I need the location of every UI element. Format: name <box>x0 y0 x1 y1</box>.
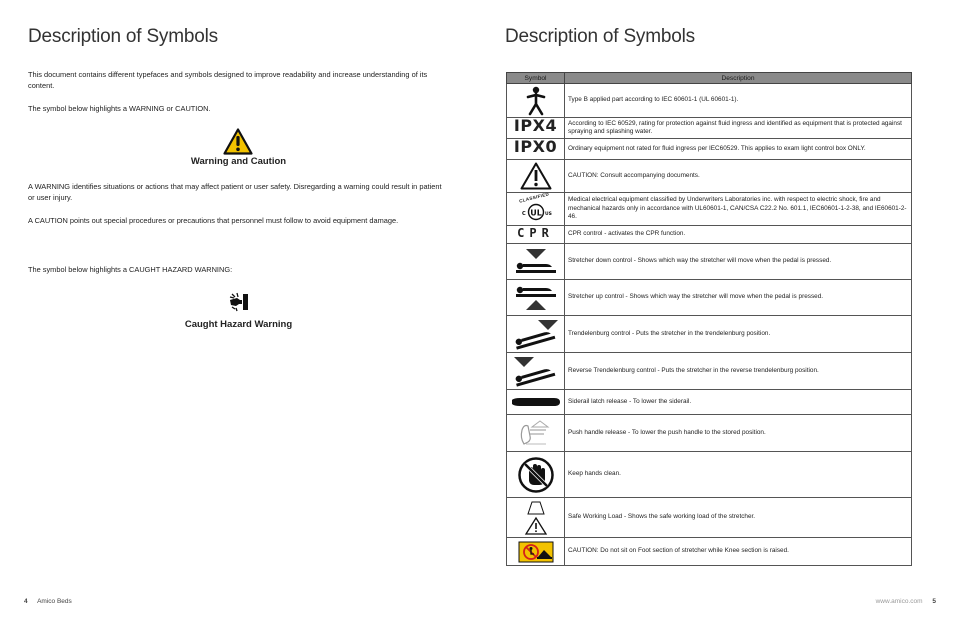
svg-text:UL: UL <box>529 208 542 218</box>
description-cell: Push handle release - To lower the push handle to the stored position. <box>565 415 912 452</box>
ul-classified-text: CLASSIFIED <box>518 191 550 204</box>
symbol-cell <box>507 280 565 316</box>
caught-intro-text: The symbol below highlights a CAUGHT HAZARD WARNING: <box>28 265 233 274</box>
ipx0-icon: IPX0 <box>513 136 558 156</box>
table-row <box>507 84 912 118</box>
symbol-cell <box>507 193 565 226</box>
symbol-cell <box>507 244 565 280</box>
description-cell: Ordinary equipment not rated for fluid ingress per IEC60529. This applies to exam light control box ONLY. <box>565 139 912 160</box>
left-footer <box>24 598 72 605</box>
table-row <box>507 452 912 498</box>
description-cell: Stretcher up control - Shows which way the stretcher will move when the pedal is pressed. <box>565 280 912 316</box>
table-row <box>507 139 912 160</box>
right-page <box>477 0 954 618</box>
reverse-trendelenburg-icon <box>512 355 560 387</box>
ipx4-icon: IPX4 <box>513 115 558 135</box>
header-symbol: Symbol <box>507 73 565 84</box>
description-cell: Medical electrical equipment classified by Underwriters Laboratories inc. with respect to electric shock, fire and mechanical hazards only in accordance with UL60601-1, CAN/CSA C22.2 No. 601.1, IEC60601-1-2-38, and IE60601-2-46. <box>565 193 912 226</box>
footer-brand: Amico Beds <box>37 598 72 605</box>
warning-intro-text: The symbol below highlights a WARNING or CAUTION. <box>28 104 211 113</box>
push-handle-icon <box>516 418 556 448</box>
caution-triangle-icon <box>520 162 552 190</box>
symbol-cell <box>507 316 565 353</box>
right-footer <box>876 598 936 605</box>
description-cell: Stretcher down control - Shows which way the stretcher will move when the pedal is pressed. <box>565 244 912 280</box>
intro-text: This document contains different typefaces and symbols designed to improve readability and increase understanding of its content. <box>28 70 428 90</box>
svg-text:C: C <box>521 211 526 217</box>
footer-url[interactable]: www.amico.com <box>875 598 923 605</box>
symbol-cell <box>507 115 565 139</box>
symbol-cell <box>507 84 565 118</box>
description-cell: Trendelenburg control - Puts the stretcher in the trendelenburg position. <box>565 316 912 353</box>
description-cell: CAUTION: Consult accompanying documents. <box>565 160 912 193</box>
table-row <box>507 498 912 538</box>
no-sit-foot-icon <box>518 541 554 563</box>
warning-text: A WARNING identifies situations or actions that may affect patient or user safety. Disregarding a warning could result in patient or user injury. <box>28 182 442 202</box>
svg-text:US: US <box>544 212 552 217</box>
stretcher-down-icon <box>512 247 560 277</box>
description-cell: According to IEC 60529, rating for protection against fluid ingress and identified as equipment that is protected against spraying and splashing water. <box>565 118 912 139</box>
stretcher-up-icon <box>512 283 560 313</box>
table-row <box>507 353 912 390</box>
description-cell: CAUTION: Do not sit on Foot section of stretcher while Knee section is raised. <box>565 538 912 566</box>
ul-classified-icon <box>516 191 556 224</box>
symbols-table <box>506 72 912 566</box>
description-cell: Reverse Trendelenburg control - Puts the stretcher in the reverse trendelenburg position. <box>565 353 912 390</box>
description-cell: Siderail latch release - To lower the siderail. <box>565 390 912 415</box>
warning-triangle-icon <box>223 128 253 155</box>
symbol-cell <box>507 452 565 498</box>
table-row <box>507 415 912 452</box>
symbol-cell <box>507 415 565 452</box>
siderail-latch-icon <box>510 395 562 409</box>
table-row <box>507 193 912 226</box>
symbol-cell <box>507 136 565 160</box>
table-header-row <box>507 73 912 84</box>
symbol-cell <box>507 226 565 244</box>
table-row <box>507 538 912 566</box>
footer-page-number: 4 <box>24 598 28 605</box>
page-title: Description of Symbols <box>505 26 695 47</box>
keep-hands-clean-icon <box>518 457 554 493</box>
description-cell: CPR control - activates the CPR function. <box>565 226 912 244</box>
description-cell: Type B applied part according to IEC 60601-1 (UL 60601-1). <box>565 84 912 118</box>
table-row <box>507 160 912 193</box>
table-row <box>507 226 912 244</box>
page-title: Description of Symbols <box>28 26 218 47</box>
symbol-cell <box>507 498 565 538</box>
type-b-person-icon <box>525 86 547 116</box>
description-cell: Keep hands clean. <box>565 452 912 498</box>
table-row <box>507 280 912 316</box>
symbol-cell <box>507 538 565 566</box>
safe-working-load-icon <box>524 500 548 536</box>
caught-hazard-icon <box>228 292 250 312</box>
table-row <box>507 390 912 415</box>
header-description: Description <box>565 73 912 84</box>
trendelenburg-icon <box>512 318 560 350</box>
caution-text: A CAUTION points out special procedures or precautions that personnel must follow to avoid equipment damage. <box>28 216 399 225</box>
table-row <box>507 244 912 280</box>
description-cell: Safe Working Load - Shows the safe working load of the stretcher. <box>565 498 912 538</box>
symbol-cell <box>507 390 565 415</box>
symbol-cell <box>507 353 565 390</box>
warning-caption: Warning and Caution <box>190 156 287 167</box>
table-row <box>507 118 912 139</box>
footer-page-number: 5 <box>932 598 936 605</box>
cpr-icon: CPR <box>517 225 554 240</box>
caught-caption: Caught Hazard Warning <box>184 319 293 330</box>
table-row <box>507 316 912 353</box>
symbol-cell <box>507 160 565 193</box>
